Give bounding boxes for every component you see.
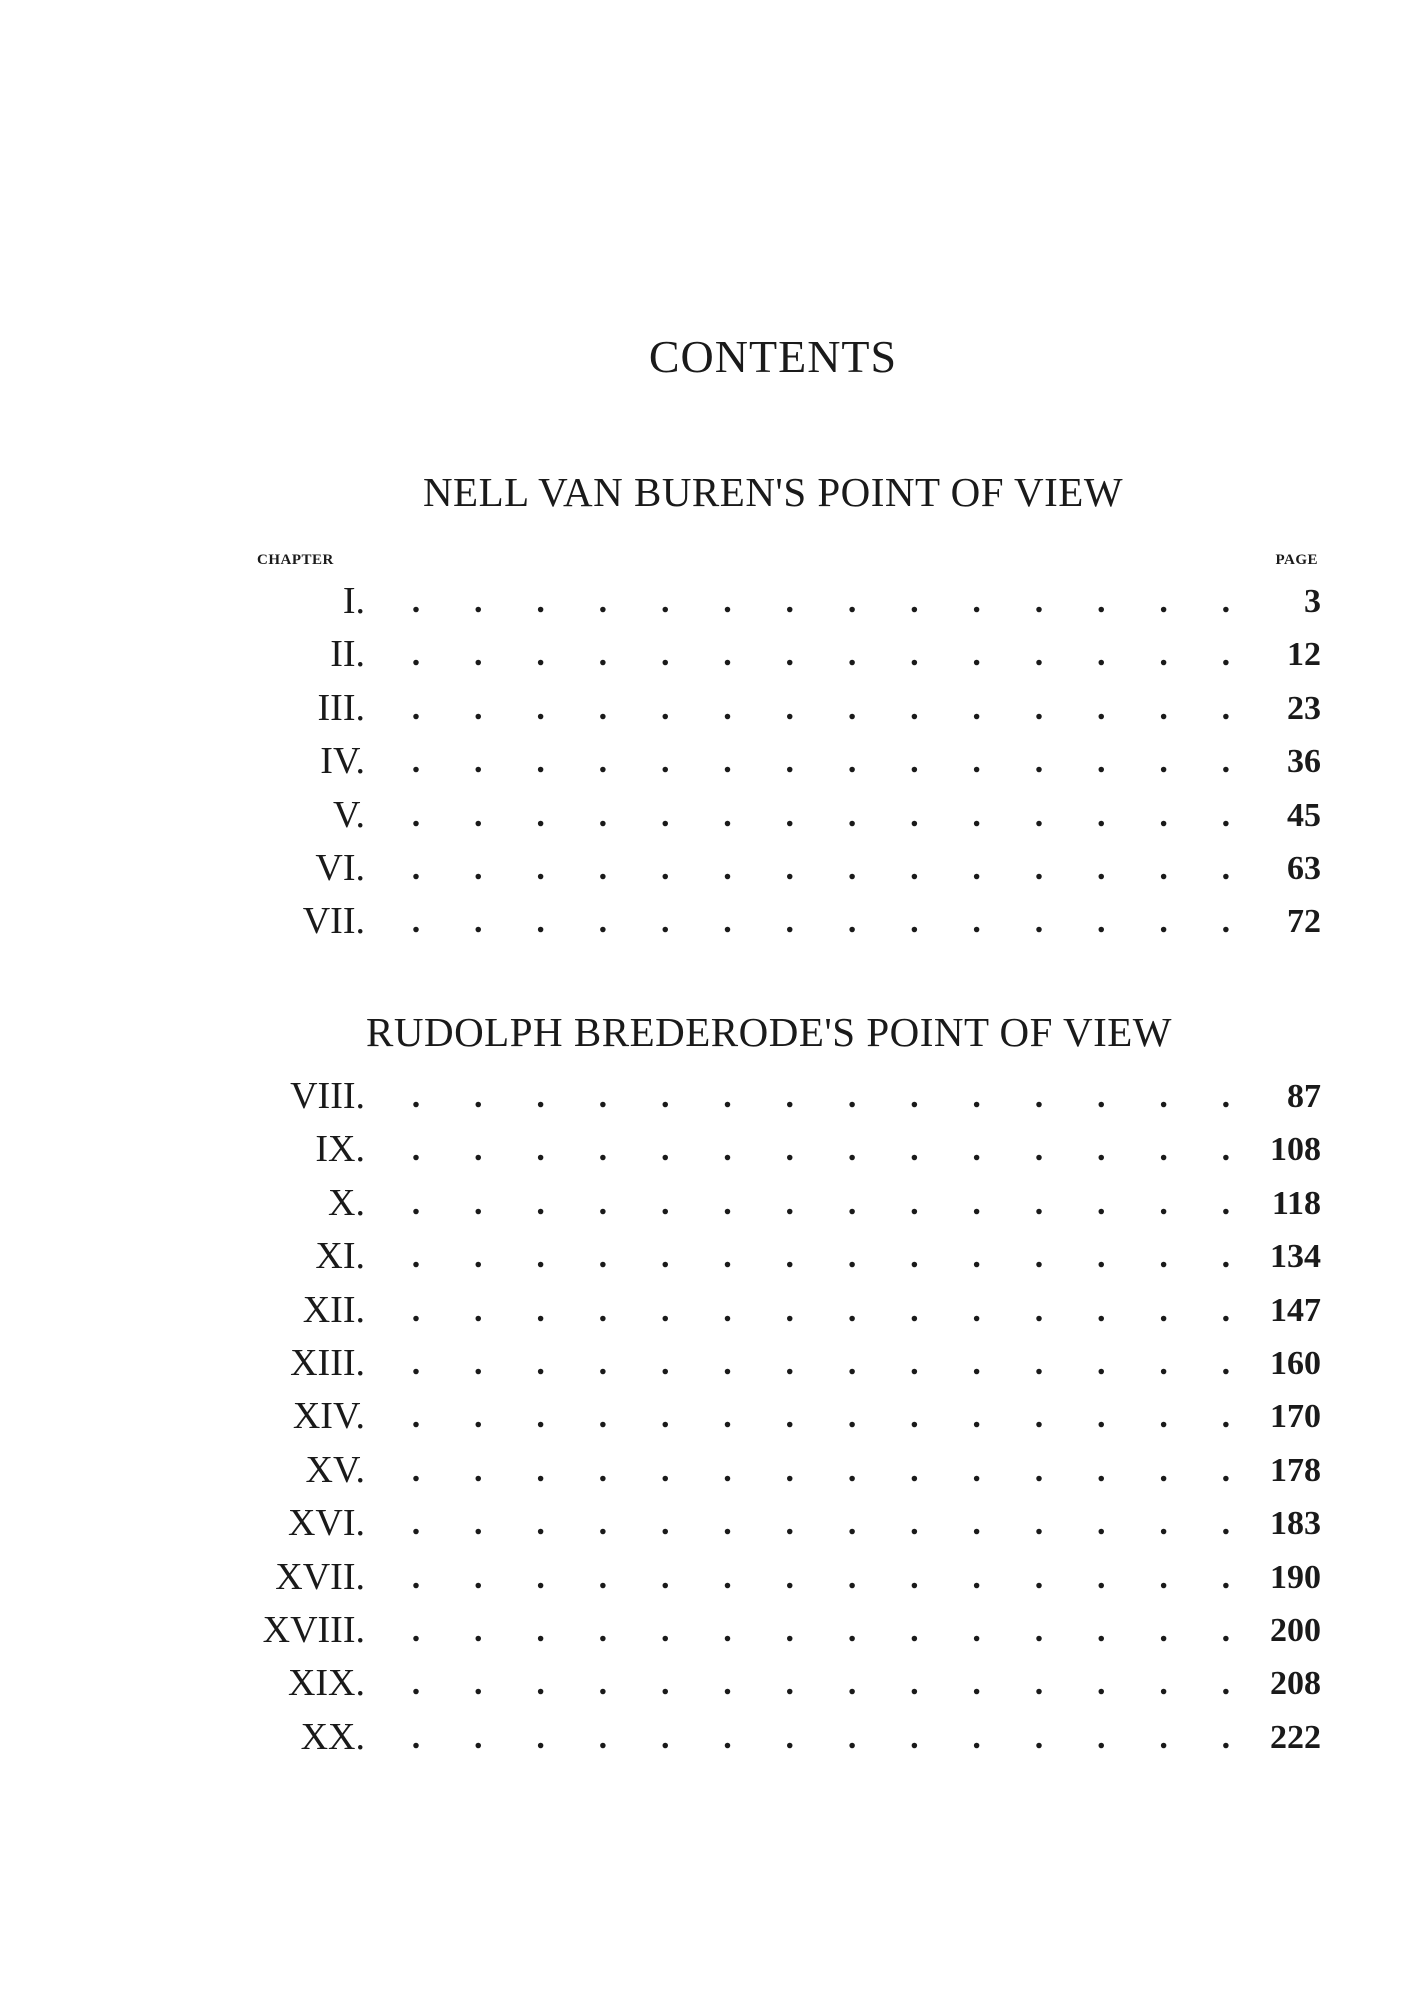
page-number: 190 — [1270, 1558, 1321, 1596]
chapter-number: XV. — [305, 1448, 365, 1491]
chapter-column-label: CHAPTER — [257, 552, 334, 568]
section-heading: NELL VAN BUREN'S POINT OF VIEW — [422, 469, 1124, 515]
toc-entry — [0, 789, 1402, 842]
chapter-number: XX. — [300, 1715, 365, 1758]
chapter-number: XVI. — [287, 1502, 365, 1545]
chapter-number: XII. — [302, 1288, 365, 1331]
chapter-number: V. — [332, 793, 365, 836]
toc-entry — [0, 1070, 1402, 1123]
dot-leader: . . . . . . . . . . . . . . — [411, 1505, 1231, 1543]
page-number: 72 — [1287, 903, 1321, 941]
toc-entry — [0, 895, 1402, 948]
dot-leader: . . . . . . . . . . . . . . — [411, 1238, 1231, 1276]
page-number: 63 — [1287, 849, 1321, 887]
dot-leader: . . . . . . . . . . . . . . — [411, 1291, 1231, 1329]
dot-leader: . . . . . . . . . . . . . . — [411, 1611, 1231, 1649]
chapter-number: XI. — [315, 1235, 365, 1278]
toc-entry — [0, 1497, 1402, 1550]
dot-leader: . . . . . . . . . . . . . . — [411, 1131, 1231, 1169]
toc-entry — [0, 1604, 1402, 1657]
page-number: 160 — [1270, 1344, 1321, 1382]
toc-entry — [0, 1230, 1402, 1283]
chapter-number: XIV. — [292, 1395, 365, 1438]
chapter-number: VI. — [315, 846, 365, 889]
chapter-number: II. — [330, 633, 365, 676]
dot-leader: . . . . . . . . . . . . . . — [411, 1558, 1231, 1596]
page-title: CONTENTS — [648, 331, 898, 382]
chapter-number: XVIII. — [262, 1608, 365, 1651]
dot-leader: . . . . . . . . . . . . . . — [411, 636, 1231, 674]
dot-leader: . . . . . . . . . . . . . . — [411, 689, 1231, 727]
toc-entry — [0, 575, 1402, 628]
toc-entry — [0, 1551, 1402, 1604]
chapter-number: XIX. — [287, 1662, 365, 1705]
chapter-number: III. — [317, 686, 365, 729]
toc-entry — [0, 1123, 1402, 1176]
page-number: 134 — [1270, 1238, 1321, 1276]
page-number: 3 — [1304, 583, 1321, 620]
page-number: 118 — [1271, 1184, 1321, 1222]
chapter-number: VII. — [302, 900, 365, 943]
toc-entry — [0, 842, 1402, 895]
toc-list — [0, 575, 1402, 949]
chapter-number: IX. — [315, 1128, 365, 1171]
page-number: 170 — [1270, 1398, 1321, 1436]
page-number: 222 — [1270, 1718, 1321, 1756]
chapter-number: VIII. — [290, 1075, 365, 1117]
toc-entry — [0, 1711, 1402, 1764]
dot-leader: . . . . . . . . . . . . . . — [411, 1184, 1231, 1222]
dot-leader: . . . . . . . . . . . . . . — [411, 1398, 1231, 1436]
dot-leader: . . . . . . . . . . . . . . — [411, 903, 1231, 941]
page-number: 36 — [1287, 743, 1321, 781]
dot-leader: . . . . . . . . . . . . . . — [411, 583, 1231, 620]
toc-entry — [0, 682, 1402, 735]
section-heading: RUDOLPH BREDERODE'S POINT OF VIEW — [366, 1009, 1172, 1055]
page-number: 45 — [1287, 796, 1321, 834]
toc-entry — [0, 1177, 1402, 1230]
page-number: 23 — [1287, 689, 1321, 727]
dot-leader: . . . . . . . . . . . . . . — [411, 1344, 1231, 1382]
chapter-number: IV. — [320, 740, 365, 783]
toc-entry — [0, 1390, 1402, 1443]
chapter-number: I. — [342, 580, 365, 622]
toc-entry — [0, 628, 1402, 681]
page-number: 87 — [1287, 1078, 1321, 1115]
dot-leader: . . . . . . . . . . . . . . — [411, 796, 1231, 834]
toc-entry — [0, 1284, 1402, 1337]
dot-leader: . . . . . . . . . . . . . . — [411, 1665, 1231, 1703]
page-number: 200 — [1270, 1611, 1321, 1649]
chapter-number: XVII. — [275, 1555, 365, 1598]
dot-leader: . . . . . . . . . . . . . . — [411, 1078, 1231, 1115]
page-number: 208 — [1270, 1665, 1321, 1703]
page-number: 183 — [1270, 1505, 1321, 1543]
page-column-label: PAGE — [1275, 552, 1318, 568]
dot-leader: . . . . . . . . . . . . . . — [411, 1718, 1231, 1756]
chapter-number: X. — [328, 1181, 365, 1224]
page-number: 147 — [1270, 1291, 1321, 1329]
page-number: 12 — [1287, 636, 1321, 674]
page-number: 108 — [1270, 1131, 1321, 1169]
chapter-number: XIII. — [290, 1341, 365, 1384]
dot-leader: . . . . . . . . . . . . . . — [411, 743, 1231, 781]
page-number: 178 — [1270, 1451, 1321, 1489]
dot-leader: . . . . . . . . . . . . . . — [411, 1451, 1231, 1489]
toc-entry — [0, 735, 1402, 788]
toc-entry — [0, 1337, 1402, 1390]
toc-list — [0, 1070, 1402, 1764]
toc-entry — [0, 1444, 1402, 1497]
dot-leader: . . . . . . . . . . . . . . — [411, 849, 1231, 887]
toc-entry — [0, 1657, 1402, 1710]
